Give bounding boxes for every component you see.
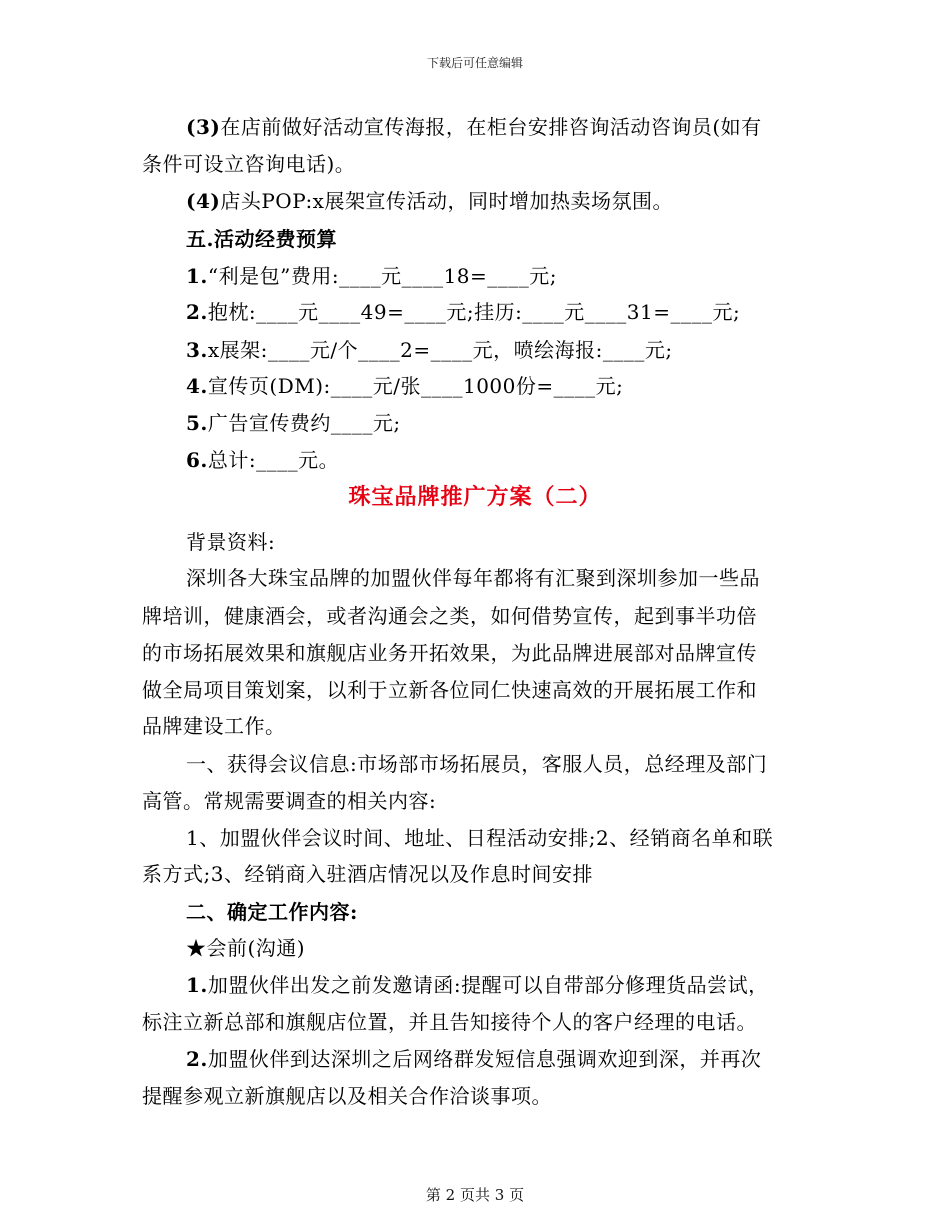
step-1-line-2: 标注立新总部和旗舰店位置，并且告知接待个人的客户经理的电话。 <box>142 1010 757 1034</box>
budget-item-text: “利是包”费用:____元____18=____元; <box>207 264 558 288</box>
step-1-text: 加盟伙伴出发之前发邀请函:提醒可以自带部分修理货品尝试， <box>207 973 769 997</box>
background-paragraph-line: 的市场拓展效果和旗舰店业务开拓效果，为此品牌进展部对品牌宣传 <box>142 641 757 665</box>
page-footer: 第 2 页共 3 页 <box>425 1186 525 1204</box>
step-2-line-2: 提醒参观立新旗舰店以及相关合作洽谈事项。 <box>142 1084 552 1108</box>
item-3-text: 在店前做好活动宣传海报，在柜台安排咨询活动咨询员(如有 <box>220 115 762 139</box>
section-1-detail-line-1: 1、加盟伙伴会议时间、地址、日程活动安排;2、经销商名单和联 <box>186 826 774 850</box>
budget-item <box>186 447 339 473</box>
budget-item-number: 1. <box>186 264 208 288</box>
section-1-line-2: 高管。常规需要调查的相关内容: <box>142 789 437 813</box>
budget-item <box>186 299 740 325</box>
step-2-line-1 <box>186 1046 761 1072</box>
document-title: 珠宝品牌推广方案（二） <box>348 484 602 510</box>
budget-item-number: 2. <box>186 300 208 324</box>
background-paragraph-line: 牌培训，健康酒会，或者沟通会之类，如何借势宣传，起到事半功倍 <box>142 604 757 628</box>
budget-item-text: 总计:____元。 <box>207 448 340 472</box>
budget-item <box>186 337 673 363</box>
step-2-text: 加盟伙伴到达深圳之后网络群发短信息强调欢迎到深，并再次 <box>207 1047 762 1071</box>
item-3-number: (3) <box>186 115 221 139</box>
budget-item <box>186 263 557 289</box>
budget-item-text: 抱枕:____元____49=____元;挂历:____元____31=____元; <box>207 300 741 324</box>
step-1-number: 1. <box>186 973 208 997</box>
section-1-line-1: 一、获得会议信息:市场部市场拓展员，客服人员，总经理及部门 <box>186 752 768 776</box>
item-4-line <box>186 188 673 214</box>
budget-item-number: 3. <box>186 338 208 362</box>
budget-item <box>186 373 623 399</box>
budget-item-number: 6. <box>186 448 208 472</box>
item-4-number: (4) <box>186 189 221 213</box>
background-paragraph-line: 品牌建设工作。 <box>142 714 286 738</box>
item-3-line-1 <box>186 114 762 140</box>
background-label: 背景资料: <box>186 530 276 554</box>
budget-item-number: 4. <box>186 374 208 398</box>
background-paragraph-line: 做全局项目策划案，以利于立新各位同仁快速高效的开展拓展工作和 <box>142 678 757 702</box>
budget-item-text: 宣传页(DM):____元/张____1000份=____元; <box>207 374 624 398</box>
step-2-number: 2. <box>186 1047 208 1071</box>
section-1-detail-line-2: 系方式;3、经销商入驻酒店情况以及作息时间安排 <box>142 862 593 886</box>
budget-item-number: 5. <box>186 411 208 435</box>
budget-item <box>186 410 401 436</box>
step-1-line-1 <box>186 972 769 998</box>
background-paragraph-line: 深圳各大珠宝品牌的加盟伙伴每年都将有汇聚到深圳参加一些品 <box>186 566 760 590</box>
budget-item-text: 广告宣传费约____元; <box>207 411 401 435</box>
page-header: 下载后可任意编辑 <box>426 56 523 70</box>
item-4-text: 店头POP:x展架宣传活动，同时增加热卖场氛围。 <box>220 189 673 213</box>
item-3-line-2: 条件可设立咨询电话)。 <box>142 152 356 176</box>
section-2-heading: 二、确定工作内容: <box>186 900 358 924</box>
budget-heading: 五.活动经费预算 <box>186 227 337 251</box>
pre-meeting-label: ★会前(沟通) <box>186 936 306 960</box>
budget-item-text: x展架:____元/个____2=____元，喷绘海报:____元; <box>207 338 673 362</box>
